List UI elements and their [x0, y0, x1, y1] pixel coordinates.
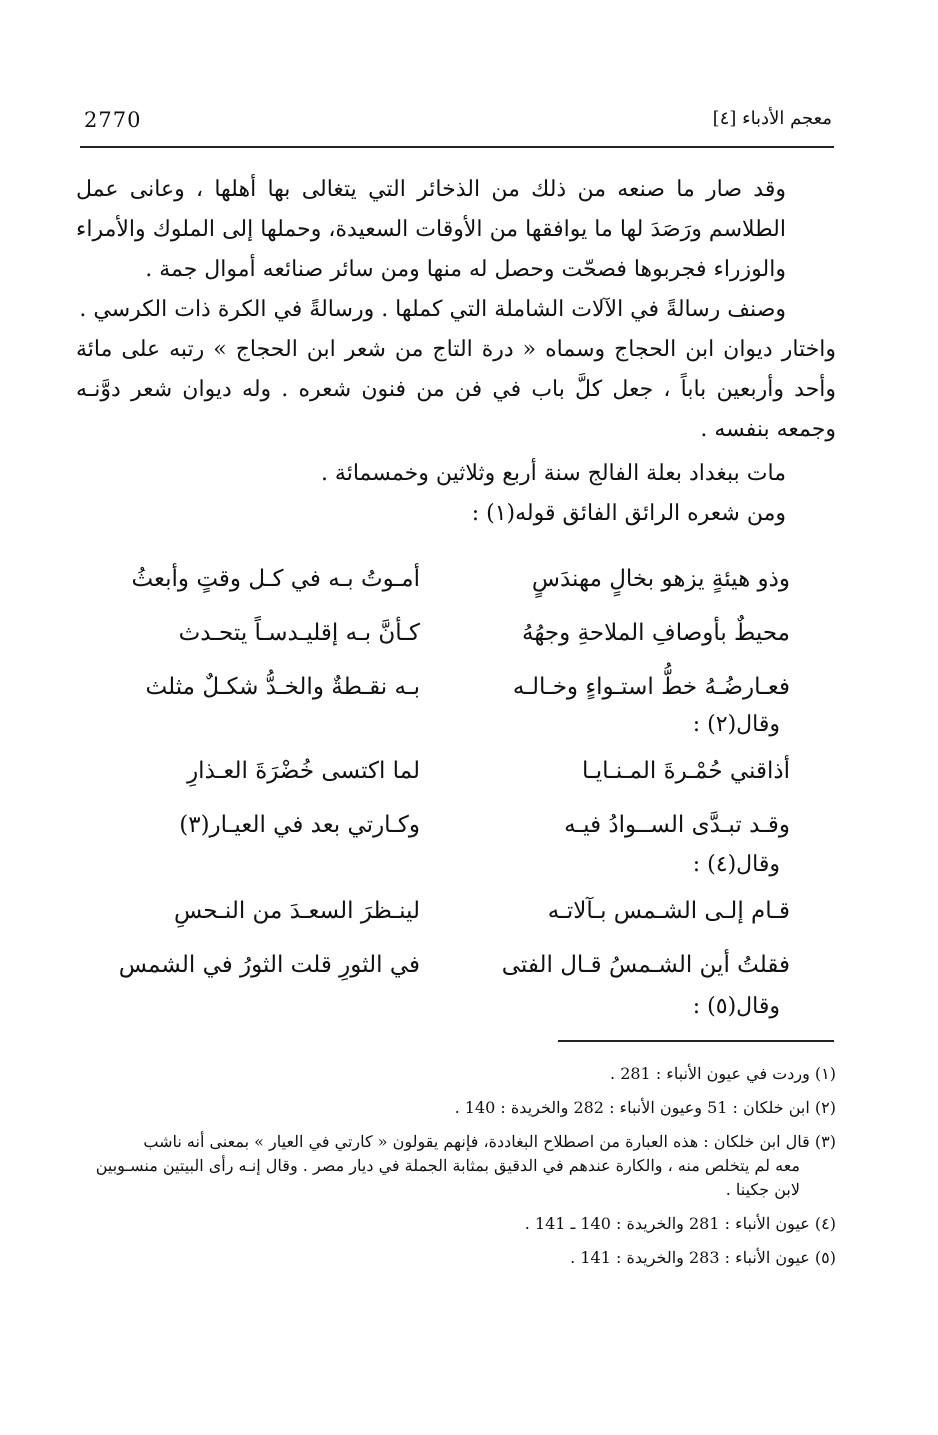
poem-2 — [90, 752, 790, 860]
paragraph: وقد صار ما صنعه من ذلك من الذخائر التي يتغالى بها أهلها ، وعانى عمل الطلاسم ورَصَدَ لها ما يوافقها من الأوقات السعيدة، وحملها إلى الملوك والأمراء والوزراء فجربوها فصحّت وحصل له منها ومن سائر صنائعه أموال جمة . — [76, 177, 786, 282]
footnote — [76, 1130, 836, 1202]
verse — [90, 560, 790, 614]
second-hemistich: وكـارتي بعد في العيـار(٣) — [179, 812, 420, 838]
first-hemistich: وذو هيئةٍ يزهو بخالٍ مهندَسٍ — [531, 566, 790, 592]
verse — [90, 752, 790, 806]
footnote: (١) وردت في عيون الأنباء : 281 . — [610, 1064, 836, 1083]
footnote: (٤) عيون الأنباء : 281 والخريدة : 140 ـ 141 . — [524, 1214, 836, 1233]
poem-3 — [90, 892, 790, 1000]
verse — [90, 806, 790, 860]
first-hemistich: محيطٌ بأوصافِ الملاحةِ وجهُهُ — [522, 620, 790, 646]
verse — [90, 946, 790, 1000]
footnote-continuation: معه لم يتخلص منه ، والكارة عندهم في الدقيق بمثابة الجملة في ديار مصر . وقال إنـه رأى البيتين منسـوبين لابن جكينا . — [95, 1156, 800, 1199]
poem-label: وقال(٢) : — [692, 712, 780, 737]
footnote: (٢) ابن خلكان : 51 وعيون الأنباء : 282 والخريدة : 140 . — [454, 1098, 836, 1117]
verse — [90, 892, 790, 946]
header-rule — [80, 146, 834, 148]
first-hemistich: فعـارضُـهُ خطُّ استـواءٍ وخـالـه — [512, 674, 790, 700]
second-hemistich: في الثورِ قلت الثورُ في الشمس — [118, 952, 420, 978]
second-hemistich: لما اكتسى خُضْرَةَ العـذارِ — [187, 758, 420, 784]
footnote-rule — [558, 1040, 834, 1042]
verse — [90, 668, 790, 722]
second-hemistich: لينـظرَ السعـدَ من النـحسِ — [173, 898, 420, 924]
page-header — [80, 104, 834, 134]
poem-intro: ومن شعره الرائق الفائق قوله(١) : — [471, 501, 786, 526]
footnotes — [76, 1062, 836, 1280]
page-number: 2770 — [84, 108, 142, 132]
footnote-text: (٣) قال ابن خلكان : هذه العبارة من اصطلاح البغاددة، فإنهم يقولون « كارتي في العيار » بمعنى أنه ناشب — [143, 1132, 836, 1151]
verse — [90, 614, 790, 668]
first-hemistich: فقلتُ أين الشـمسُ قـال الفتى — [501, 952, 790, 978]
poem-label: وقال(٥) : — [692, 994, 780, 1019]
paragraph: وصنف رسالةً في الآلات الشاملة التي كملها . ورسالةً في الكرة ذات الكرسي . — [79, 297, 786, 322]
first-hemistich: وقـد تبـدَّى الســوادُ فيـه — [564, 812, 790, 838]
death-line: مات ببغداد بعلة الفالج سنة أربع وثلاثين وخمسمائة . — [320, 461, 786, 486]
body-text — [76, 170, 836, 534]
paragraph: واختار ديوان ابن الحجاج وسماه « درة التاج من شعر ابن الحجاج » رتبه على مائة وأحد وأربعين باباً ، جعل كلَّ باب في فن من فنون شعره . وله ديوان شعر دوَّنـه وجمعه بنفسه . — [76, 337, 836, 442]
poem-label: وقال(٤) : — [692, 852, 780, 877]
first-hemistich: أذاقني حُمْـرةَ المـنـايـا — [581, 758, 790, 784]
running-title: معجم الأدباء [٤] — [712, 108, 832, 129]
second-hemistich: كـأنَّ بـه إقليـدسـاً يتحـدث — [178, 620, 420, 646]
poem-1 — [90, 560, 790, 722]
first-hemistich: قـام إلـى الشـمس بـآلاتـه — [547, 898, 790, 924]
second-hemistich: أمـوتُ بـه في كـل وقتٍ وأبعثُ — [131, 566, 420, 592]
footnote: (٥) عيون الأنباء : 283 والخريدة : 141 . — [570, 1248, 836, 1267]
second-hemistich: بـه نقـطةٌ والخـدُّ شكـلٌ مثلث — [145, 674, 420, 700]
